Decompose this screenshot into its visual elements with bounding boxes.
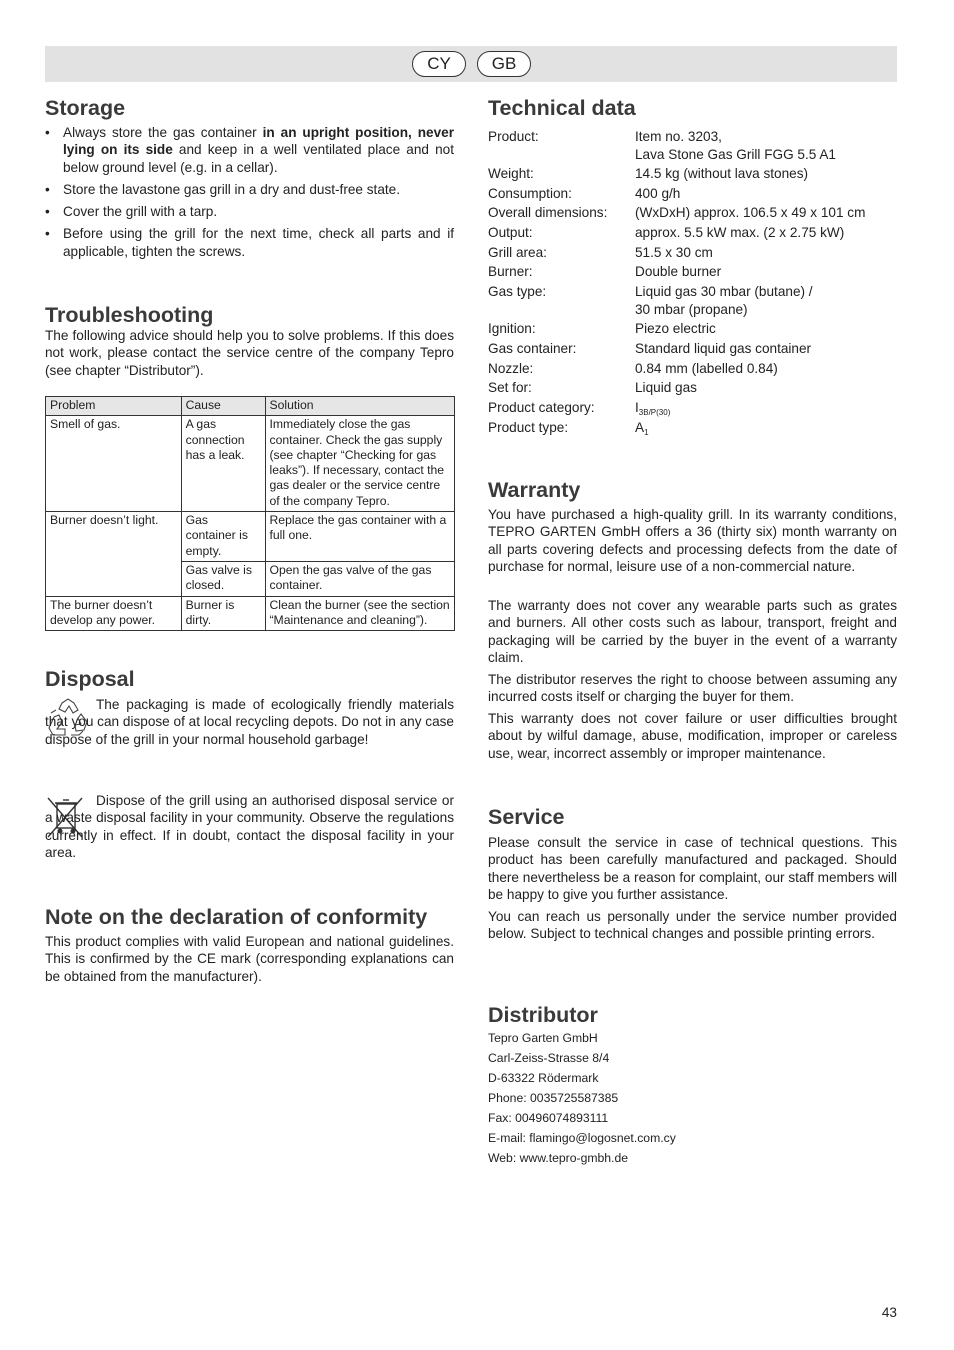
- tech-row-product: Product: Item no. 3203, Lava Stone Gas Grill FGG 5.5 A1: [488, 129, 836, 162]
- conformity-text: This product complies with valid European and national guidelines. This is confirmed by the CE mark (corresponding explanations can be obtained from the manufacturer).: [45, 934, 454, 984]
- troubleshooting-heading: Troubleshooting: [45, 303, 214, 327]
- service-paragraph: Please consult the service in case of technical questions. This product has been carefully manufactured and packaged. Should there nevertheless be a reason for complaint, our staff members will be happy to give you further assistance.: [488, 835, 897, 903]
- technical-data-heading: Technical data: [488, 96, 636, 120]
- storage-item: • Store the lavastone gas grill in a dry and dust-free state.: [45, 181, 454, 198]
- distributor-heading: Distributor: [488, 1003, 598, 1027]
- technical-data-list: [488, 128, 897, 438]
- column-header-solution: Solution: [265, 397, 455, 416]
- table-header-row: [46, 397, 455, 416]
- column-header-problem: Problem: [46, 397, 182, 416]
- distributor-address: [488, 1028, 897, 1168]
- distributor-email: E-mail: flamingo@logosnet.com.cy: [488, 1131, 676, 1145]
- tech-row-grill-area: Grill area: 51.5 x 30 cm: [488, 244, 713, 260]
- solution-cell: Replace the gas container with a full one.: [265, 512, 455, 562]
- warranty-paragraph: The warranty does not cover any wearable parts such as grates and burners. All other costs such as labour, transport, freight and packaging will be carried by the buyer in the event of a warranty claim.: [488, 598, 897, 666]
- disposal-grill-text: Dispose of the grill using an authorised disposal service or a waste disposal facility in your community. Observe the regulations currently in effect. If in doubt, contact the disposal facility in your area.: [45, 793, 454, 861]
- tech-row-product-type: Product type: $A_1$: [488, 419, 649, 437]
- distributor-city: D-63322 Rödermark: [488, 1071, 599, 1085]
- warranty-heading: Warranty: [488, 478, 581, 502]
- cause-cell: Gas container is empty.: [181, 512, 265, 562]
- troubleshooting-intro: The following advice should help you to solve problems. If this does not work, please contact the service centre of the company Tepro (see chapter “Distributor”).: [45, 328, 454, 378]
- warranty-paragraph: This warranty does not cover failure or user difficulties brought about by wilful damage, abuse, modification, improper or careless use, wear, incorrect assembly or improper maintenance.: [488, 711, 897, 761]
- tech-row-burner: Burner: Double burner: [488, 264, 722, 280]
- tech-row-consumption: Consumption: 400 g/h: [488, 185, 681, 201]
- cause-cell: Gas valve is closed.: [181, 561, 265, 596]
- storage-item: • Cover the grill with a tarp.: [45, 203, 454, 220]
- conformity-heading: Note on the declaration of conformity: [45, 905, 428, 929]
- tech-row-ignition: Ignition: Piezo electric: [488, 321, 716, 337]
- service-paragraph: You can reach us personally under the service number provided below. Subject to technical changes and possible printing errors.: [488, 909, 897, 942]
- storage-item: • Before using the grill for the next time, check all parts and if applicable, tighten the screws.: [45, 225, 454, 260]
- page-number: 43: [881, 1305, 897, 1320]
- problem-cell: Smell of gas.: [46, 416, 182, 512]
- problem-cell: Burner doesn’t light.: [46, 512, 182, 596]
- language-header-bar: [45, 46, 897, 82]
- distributor-street: Carl-Zeiss-Strasse 8/4: [488, 1051, 610, 1065]
- tech-row-gas-type: Gas type: Liquid gas 30 mbar (butane) / 30 mbar (propane): [488, 284, 813, 317]
- distributor-fax: Fax: 00496074893111: [488, 1111, 609, 1125]
- language-badge-cy: CY: [412, 51, 466, 77]
- solution-cell: Immediately close the gas container. Check the gas supply (see chapter “Checking for gas leaks”). If necessary, contact the gas dealer or the service centre of the company Tepro.: [265, 416, 455, 512]
- tech-row-weight: Weight: 14.5 kg (without lava stones): [488, 166, 809, 181]
- cause-cell: A gas connection has a leak.: [181, 416, 265, 512]
- language-badge-gb: GB: [477, 51, 531, 77]
- storage-list: [45, 124, 454, 265]
- disposal-heading: Disposal: [45, 667, 135, 691]
- warranty-paragraph: You have purchased a high-quality grill. In its warranty conditions, TEPRO GARTEN GmbH offers a 36 (thirty six) month warranty on all parts covering defects and processing defects from the date of purchase for normal, leisure use of a non-commercial nature.: [488, 507, 897, 575]
- solution-cell: Open the gas valve of the gas container.: [265, 561, 455, 596]
- distributor-company: Tepro Garten GmbH: [488, 1031, 598, 1045]
- cause-cell: Burner is dirty.: [181, 596, 265, 631]
- troubleshooting-table: [45, 396, 455, 631]
- warranty-paragraph: The distributor reserves the right to choose between assuming any incurred costs itself or charging the buyer for them.: [488, 672, 897, 705]
- distributor-phone: Phone: 0035725587385: [488, 1091, 619, 1105]
- table-row: [46, 596, 455, 631]
- problem-cell: The burner doesn’t develop any power.: [46, 596, 182, 631]
- storage-item: • Always store the gas container in an upright position, never lying on its side and keep in a well ventilated place and not below ground level (e.g. in a cellar).: [45, 124, 454, 176]
- tech-row-output: Output: approx. 5.5 kW max. (2 x 2.75 kW): [488, 225, 845, 241]
- distributor-web: Web: www.tepro-gmbh.de: [488, 1151, 628, 1165]
- storage-heading: Storage: [45, 96, 126, 120]
- table-row: [46, 512, 455, 562]
- tech-row-set-for: Set for: Liquid gas: [488, 380, 697, 396]
- tech-row-product-category: Product category: $I_{3B/P(30)}$: [488, 399, 671, 417]
- service-heading: Service: [488, 805, 565, 829]
- table-row: [46, 416, 455, 512]
- column-header-cause: Cause: [181, 397, 265, 416]
- tech-row-dimensions: Overall dimensions: (WxDxH) approx. 106.5 x 49 x 101 cm: [488, 205, 866, 221]
- tech-row-gas-container: Gas container: Standard liquid gas container: [488, 340, 812, 356]
- disposal-packaging-text: The packaging is made of ecologically friendly materials that you can dispose of at local recycling depots. Do not in any case dispose of the grill in your normal household garbage!: [45, 697, 454, 747]
- tech-row-nozzle: Nozzle: 0.84 mm (labelled 0.84): [488, 360, 778, 376]
- solution-cell: Clean the burner (see the section “Maintenance and cleaning”).: [265, 596, 455, 631]
